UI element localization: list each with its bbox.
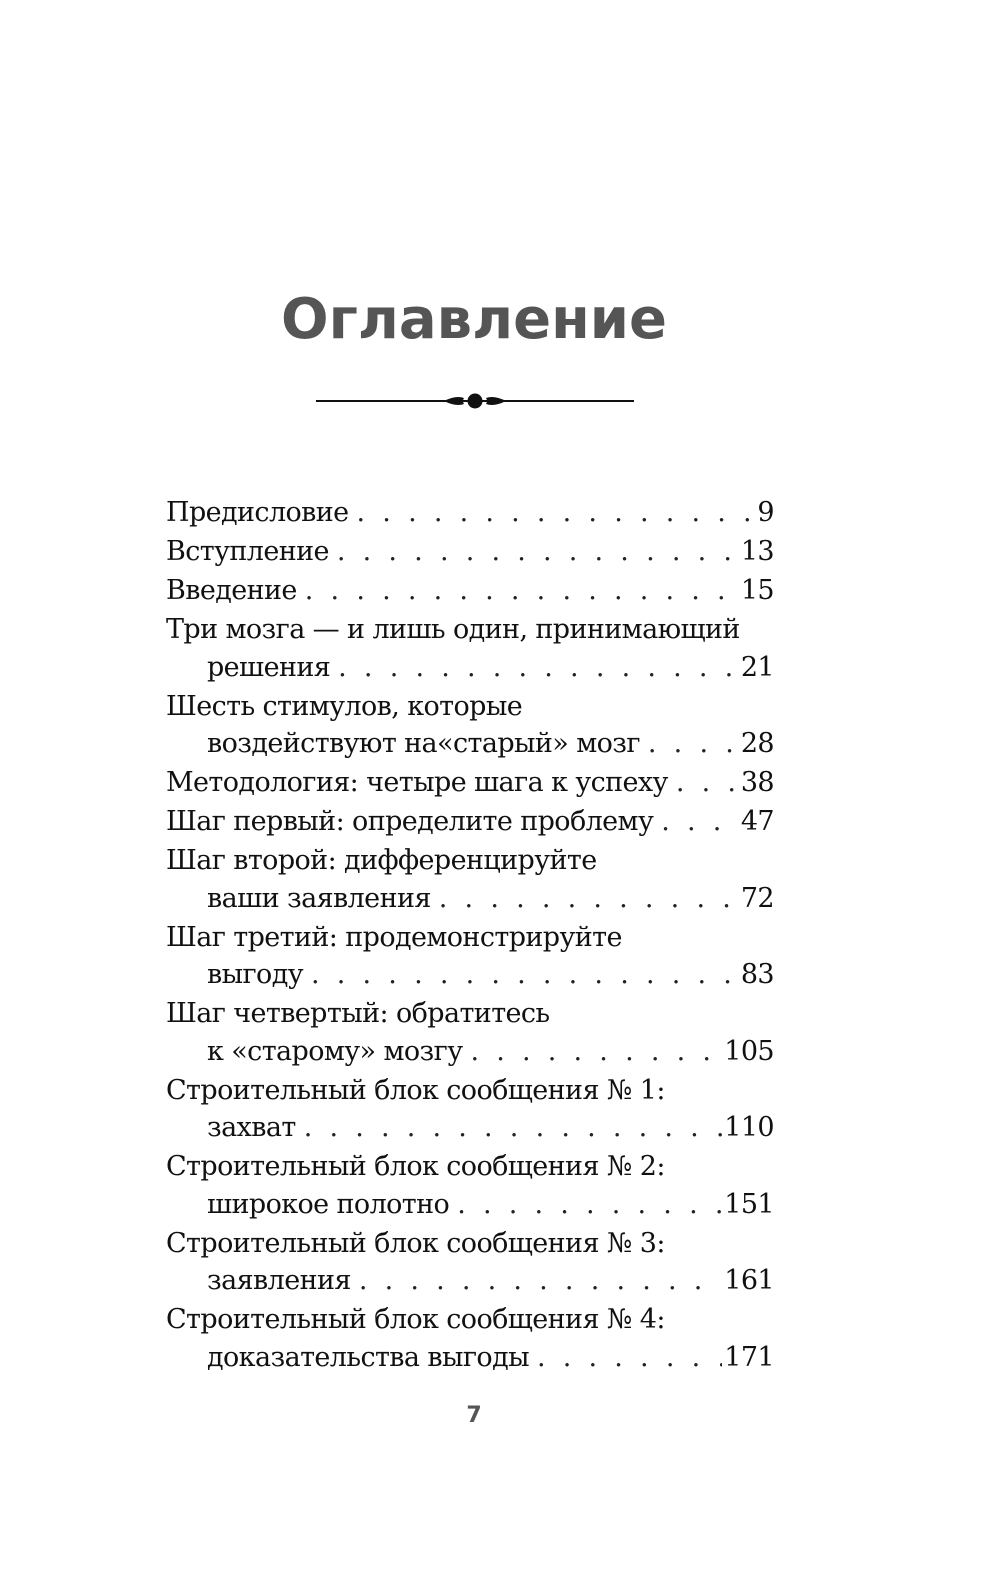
toc-entry-title: заявления bbox=[207, 1265, 351, 1296]
ornament-center-dot bbox=[468, 394, 483, 409]
toc-entry-title: Введение bbox=[166, 575, 297, 606]
toc-line bbox=[166, 842, 774, 880]
toc-entry[interactable] bbox=[166, 995, 774, 1070]
toc-line bbox=[166, 764, 774, 802]
toc-entry[interactable] bbox=[166, 494, 774, 532]
dot-leader bbox=[676, 764, 739, 802]
toc-entry-title: Строительный блок сообщения № 2: bbox=[166, 1151, 665, 1182]
toc-entry-title: широкое полотно bbox=[207, 1188, 450, 1220]
dot-leader bbox=[359, 1262, 722, 1300]
toc-entry[interactable] bbox=[166, 1072, 774, 1147]
toc-entry[interactable] bbox=[166, 688, 774, 763]
ornament-left-leaf bbox=[444, 397, 464, 405]
toc-line bbox=[166, 494, 774, 532]
toc-entry-title: Строительный блок сообщения № 1: bbox=[166, 1074, 665, 1106]
toc-line bbox=[166, 995, 774, 1033]
toc-entry-title: решения bbox=[207, 651, 331, 683]
dot-leader bbox=[311, 956, 739, 994]
dot-leader bbox=[470, 1033, 722, 1071]
toc-page-number: 38 bbox=[740, 767, 774, 798]
toc-entry[interactable] bbox=[166, 842, 774, 917]
toc-entry-title: Шаг первый: определите проблему bbox=[166, 806, 654, 837]
toc-page-number: 15 bbox=[740, 575, 774, 606]
ornament-divider bbox=[316, 386, 634, 416]
toc-line bbox=[166, 1033, 774, 1071]
toc-page-number: 21 bbox=[740, 651, 774, 683]
toc-entry[interactable] bbox=[166, 572, 774, 610]
toc-line bbox=[166, 919, 774, 957]
toc-page-number: 105 bbox=[724, 1035, 774, 1067]
toc-entry-title: Три мозга — и лишь один, принимающий bbox=[166, 614, 740, 645]
toc-entry-title: Строительный блок сообщения № 3: bbox=[166, 1227, 665, 1259]
toc-line bbox=[166, 1339, 774, 1377]
toc-line bbox=[166, 1186, 774, 1224]
dot-leader bbox=[439, 880, 739, 918]
toc-entry[interactable] bbox=[166, 1225, 774, 1300]
dot-leader bbox=[357, 494, 756, 532]
toc-line bbox=[166, 1262, 774, 1300]
toc-page-number: 9 bbox=[757, 497, 774, 528]
toc-entry-title: Шаг четвертый: обратитесь bbox=[166, 998, 550, 1029]
toc-entry[interactable] bbox=[166, 1301, 774, 1376]
toc-page-number: 110 bbox=[724, 1112, 774, 1143]
ornament-right-leaf bbox=[486, 397, 506, 405]
toc-page-number: 47 bbox=[740, 806, 774, 837]
toc-line bbox=[166, 649, 774, 687]
toc-line bbox=[166, 956, 774, 994]
toc-entry-title: воздействуют на«старый» мозг bbox=[207, 728, 640, 759]
toc-entry[interactable] bbox=[166, 1148, 774, 1223]
toc-line bbox=[166, 803, 774, 841]
toc-entry[interactable] bbox=[166, 533, 774, 571]
toc-entry[interactable] bbox=[166, 764, 774, 802]
dot-leader bbox=[648, 725, 739, 763]
toc-line bbox=[166, 533, 774, 571]
toc-line bbox=[166, 1225, 774, 1263]
toc-page-number: 83 bbox=[740, 959, 774, 990]
toc-page-number: 13 bbox=[740, 536, 774, 567]
toc-page-number: 72 bbox=[740, 882, 774, 914]
toc-line bbox=[166, 1109, 774, 1147]
toc-page-number: 171 bbox=[724, 1341, 774, 1373]
page-number: 7 bbox=[466, 1403, 482, 1428]
toc-line bbox=[166, 611, 774, 649]
dot-leader bbox=[305, 572, 739, 610]
toc-page-number: 28 bbox=[740, 728, 774, 759]
dot-leader bbox=[661, 803, 739, 841]
toc-line bbox=[166, 688, 774, 726]
toc-entry-title: Методология: четыре шага к успеху bbox=[166, 767, 668, 798]
toc-entry-title: к «старому» мозгу bbox=[207, 1035, 463, 1067]
toc-line bbox=[166, 1072, 774, 1110]
dot-leader bbox=[537, 1339, 722, 1377]
toc-entry-title: Вступление bbox=[166, 536, 329, 567]
dot-leader bbox=[304, 1109, 723, 1147]
toc-page-number: 161 bbox=[724, 1265, 774, 1296]
toc-entry-title: доказательства выгоды bbox=[207, 1341, 529, 1373]
toc-line bbox=[166, 880, 774, 918]
toc-entry[interactable] bbox=[166, 611, 774, 686]
toc-entry-title: Шесть стимулов, которые bbox=[166, 690, 523, 722]
toc-entry[interactable] bbox=[166, 919, 774, 994]
dot-leader bbox=[457, 1186, 722, 1224]
table-of-contents bbox=[166, 494, 774, 1378]
toc-entry[interactable] bbox=[166, 803, 774, 841]
toc-entry-title: ваши заявления bbox=[207, 882, 431, 914]
toc-entry-title: Строительный блок сообщения № 4: bbox=[166, 1304, 665, 1335]
toc-page-number: 151 bbox=[724, 1188, 774, 1220]
dot-leader bbox=[337, 533, 739, 571]
toc-entry-title: выгоду bbox=[207, 959, 304, 990]
toc-entry-title: Предисловие bbox=[166, 497, 349, 528]
toc-line bbox=[166, 1301, 774, 1339]
toc-line bbox=[166, 1148, 774, 1186]
toc-line bbox=[166, 572, 774, 610]
toc-entry-title: захват bbox=[207, 1112, 296, 1143]
toc-line bbox=[166, 725, 774, 763]
page-title: Оглавление bbox=[280, 287, 667, 352]
toc-entry-title: Шаг третий: продемонстрируйте bbox=[166, 921, 622, 953]
dot-leader bbox=[338, 649, 739, 687]
toc-entry-title: Шаг второй: дифференцируйте bbox=[166, 845, 597, 876]
